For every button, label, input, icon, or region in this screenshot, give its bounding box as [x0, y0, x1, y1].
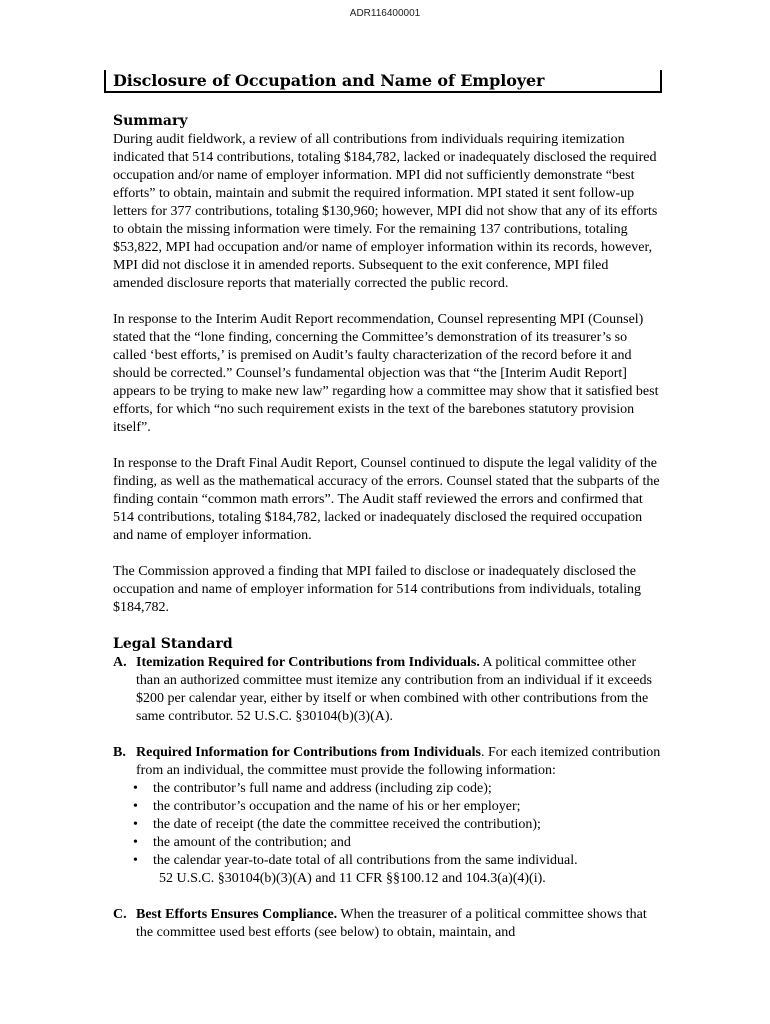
- document-body: [113, 112, 661, 960]
- section-title: Disclosure of Occupation and Name of Employer: [113, 71, 545, 90]
- legal-item-text: When the treasurer of a political committee shows that the committee used best efforts (see below) to obtain, maintain, and: [136, 907, 647, 940]
- legal-item-title: Required Information for Contributions from Individuals: [136, 745, 481, 760]
- required-info-list: [113, 780, 661, 870]
- legal-item-label: C.: [113, 907, 127, 922]
- summary-paragraph-3: In response to the Draft Final Audit Report, Counsel continued to dispute the legal validity of the finding, as well as the mathematical accuracy of the errors. Counsel stated that the subparts of the finding contain “common math errors”. The Audit staff reviewed the errors and confirmed that 514 contributions, totaling $184,782, lacked or inadequately disclosed the required occupation and name of employer information.: [113, 456, 660, 543]
- list-item: • the amount of the contribution; and: [113, 834, 661, 852]
- legal-citation: 52 U.S.C. §30104(b)(3)(A) and 11 CFR §§100.12 and 104.3(a)(4)(i).: [159, 871, 546, 886]
- summary-paragraph-4: The Commission approved a finding that MPI failed to disclose or inadequately disclosed the occupation and name of employer information for 514 contributions from individuals, totaling $184,782.: [113, 564, 641, 615]
- list-item: • the calendar year-to-date total of all contributions from the same individual.: [113, 852, 661, 870]
- list-item: • the date of receipt (the date the committee received the contribution);: [113, 816, 661, 834]
- legal-item-text: . For each itemized contribution from an individual, the committee must provide the following information:: [136, 745, 661, 778]
- summary-paragraph-2: In response to the Interim Audit Report recommendation, Counsel representing MPI (Counsel) stated that the “lone finding, concerning the Committee’s demonstration of its treasurer’s so called ‘best efforts,’ is premised on Audit’s faulty characterization of the record before it and should be corrected.” Counsel’s fundamental objection was that “the [Interim Audit Report] appears to be trying to make new law” regarding how a committee may show that it satisfied best efforts, for which “no such requirement exists in the text of the barebones statutory provision itself”.: [113, 312, 659, 435]
- legal-item-b: [113, 744, 661, 780]
- legal-item-c: [113, 906, 661, 942]
- list-item: • the contributor’s full name and address (including zip code);: [113, 780, 661, 798]
- legal-item-title: Best Efforts Ensures Compliance.: [136, 907, 338, 922]
- list-item: • the contributor’s occupation and the name of his or her employer;: [113, 798, 661, 816]
- legal-item-label: A.: [113, 655, 127, 670]
- legal-item-label: B.: [113, 745, 126, 760]
- legal-item-a: [113, 654, 661, 726]
- legal-item-title: Itemization Required for Contributions from Individuals.: [136, 655, 480, 670]
- summary-paragraph-1: During audit fieldwork, a review of all contributions from individuals requiring itemization indicated that 514 contributions, totaling $184,782, lacked or inadequately disclosed the required occupation and/or name of employer information. MPI did not sufficiently demonstrate “best efforts” to obtain, maintain and submit the required information. MPI stated it sent follow-up letters for 377 contributions, totaling $130,960; however, MPI did not show that any of its efforts to obtain the missing information were timely. For the remaining 137 contributions, totaling $53,822, MPI had occupation and/or name of employer information within its records, however, MPI did not disclose it in amended reports. Subsequent to the exit conference, MPI filed amended disclosure reports that materially corrected the public record.: [113, 132, 658, 291]
- legal-item-text: A political committee other than an authorized committee must itemize any contribution from an individual if it exceeds $200 per calendar year, either by itself or when combined with other contributions from the same contributor. 52 U.S.C. §30104(b)(3)(A).: [136, 655, 652, 724]
- summary-heading: Summary: [113, 113, 188, 129]
- legal-standard-heading: Legal Standard: [113, 636, 233, 652]
- document-id: ADR116400001: [349, 8, 421, 19]
